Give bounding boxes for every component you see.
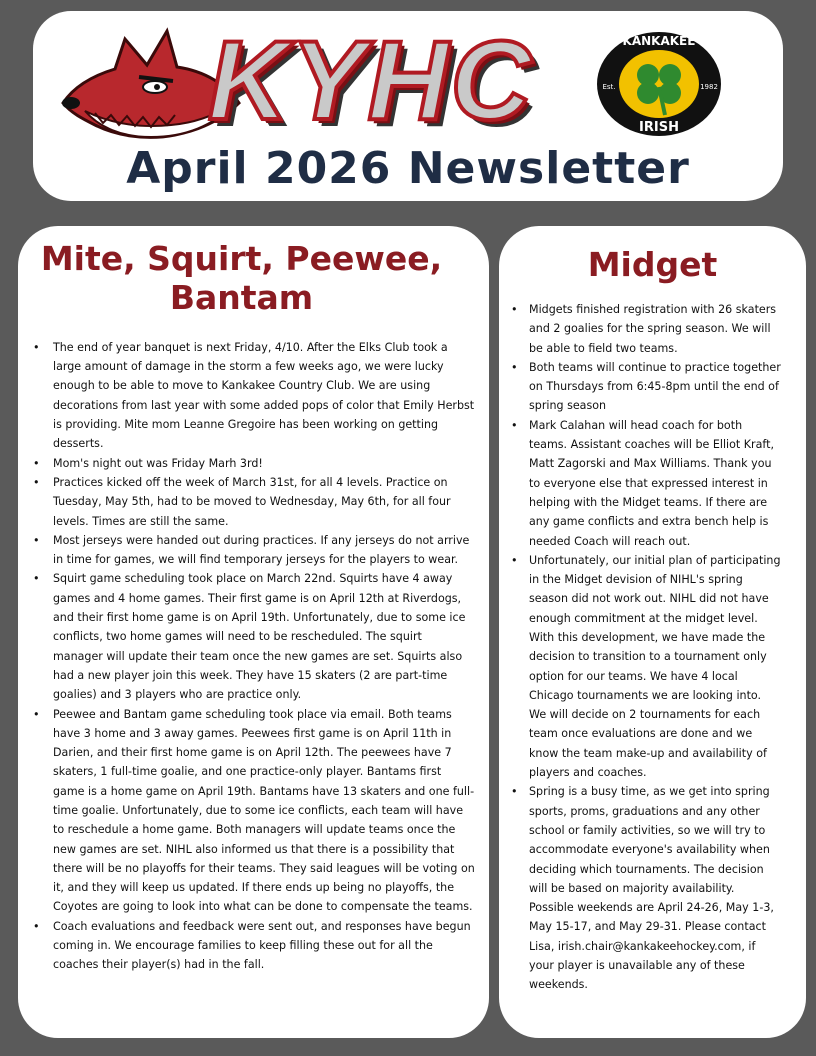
badge-top-text: KANKAKEE	[622, 34, 696, 48]
list-item: • Practices kicked off the week of March 31st, for all 4 levels. Practice on Tuesday, May 5th, had to be moved to Wednesday, May 6th, for all four levels. Times are still the same.	[53, 473, 475, 531]
midget-list	[529, 300, 781, 995]
list-item: • Midgets finished registration with 26 skaters and 2 goalies for the spring season. We will be able to field two teams.	[529, 300, 781, 358]
list-item: • Spring is a busy time, as we get into spring sports, proms, graduations and any other school or family activities, so we will try to accommodate everyone's availability when deciding which tournaments. The decision will be based on majority availability. Possible weekends are April 24-26, May 1-3, May 15-17, and May 29-31. Please contact Lisa, irish.chair@kankakeehockey.com, if your player is unavailable any of these weekends.	[529, 782, 781, 994]
list-item: • Mark Calahan will head coach for both teams. Assistant coaches will be Elliot Kraft, Matt Zagorski and Max Williams. Thank you to everyone else that expressed interest in helping with the Midget teams. If there are any game conflicts and extra bench help is needed Coach will reach out.	[529, 416, 781, 551]
youth-levels-list	[53, 338, 475, 975]
logo-banner	[33, 19, 783, 144]
newsletter-title: April 2026 Newsletter	[126, 143, 690, 194]
list-item: • Coach evaluations and feedback were sent out, and responses have begun coming in. We encourage families to keep filling these out for all the coaches their player(s) had in the fall.	[53, 917, 475, 975]
youth-levels-heading: Mite, Squirt, Peewee, Bantam	[40, 239, 443, 317]
list-item: • Most jerseys were handed out during practices. If any jerseys do not arrive in time for games, we will find temporary jerseys for the players to wear.	[53, 531, 475, 570]
badge-bottom-text: IRISH	[639, 120, 679, 135]
list-item: • Unfortunately, our initial plan of participating in the Midget devision of NIHL's spring season did not work out. NIHL did not have enough commitment at the midget level. With this development, we have made the decision to transition to a tournament only option for our teams. We have 4 local Chicago tournaments we are looking into. We will decide on 2 tournaments for each team once evaluations are done and we know the team make-up and availability of players and coaches.	[529, 551, 781, 783]
list-item: • Peewee and Bantam game scheduling took place via email. Both teams have 3 home and 3 away games. Peewees first game is on April 11th in Darien, and their first home game is on April 12th. The peewees have 7 skaters, 1 full-time goalie, and one practice-only player. Bantams first game is a home game on April 19th. Bantams have 13 skaters and one full-time goalie. Unfortunately, due to some ice conflicts, each team will have to reschedule a home game. Both managers will update teams once the new games are set. NIHL also informed us that there is a possibility that there will be no playoffs for their teams. They said leagues will be voting on it, and they will keep us updated. If there ends up being no playoffs, the Coyotes are going to look into what can be done to compensate the teams.	[53, 705, 475, 917]
header-card	[33, 11, 783, 201]
midget-heading: Midget	[587, 245, 718, 284]
list-item: • The end of year banquet is next Friday, 4/10. After the Elks Club took a large amount of damage in the storm a few weeks ago, we were lucky enough to be able to move to Kankakee Country Club. We are using decorations from last year with some added pops of color that Emily Herbst is providing. Mite mom Leanne Gregoire has been working on getting desserts.	[53, 338, 475, 454]
list-item: • Mom's night out was Friday Marh 3rd!	[53, 454, 475, 473]
list-item: • Both teams will continue to practice together on Thursdays from 6:45-8pm until the end of spring season	[529, 358, 781, 416]
badge-right-text: 1982	[700, 83, 718, 91]
midget-card	[499, 226, 806, 1038]
badge-left-text: Est.	[602, 83, 616, 91]
logo-text: KYHC	[208, 18, 534, 143]
shamrock-badge-icon	[593, 29, 725, 139]
list-item: • Squirt game scheduling took place on March 22nd. Squirts have 4 away games and 4 home games. Their first game is on April 12th at Riverdogs, and their first home game is on April 19th. Unfortunately, due to some ice conflicts, two home games will need to be rescheduled. The squirt manager will update their team once the new games are set. Squirts also had a new player join this week. They have 15 skaters (2 are part-time goalies) and 3 players who are practice only.	[53, 569, 475, 704]
youth-levels-card	[18, 226, 489, 1038]
